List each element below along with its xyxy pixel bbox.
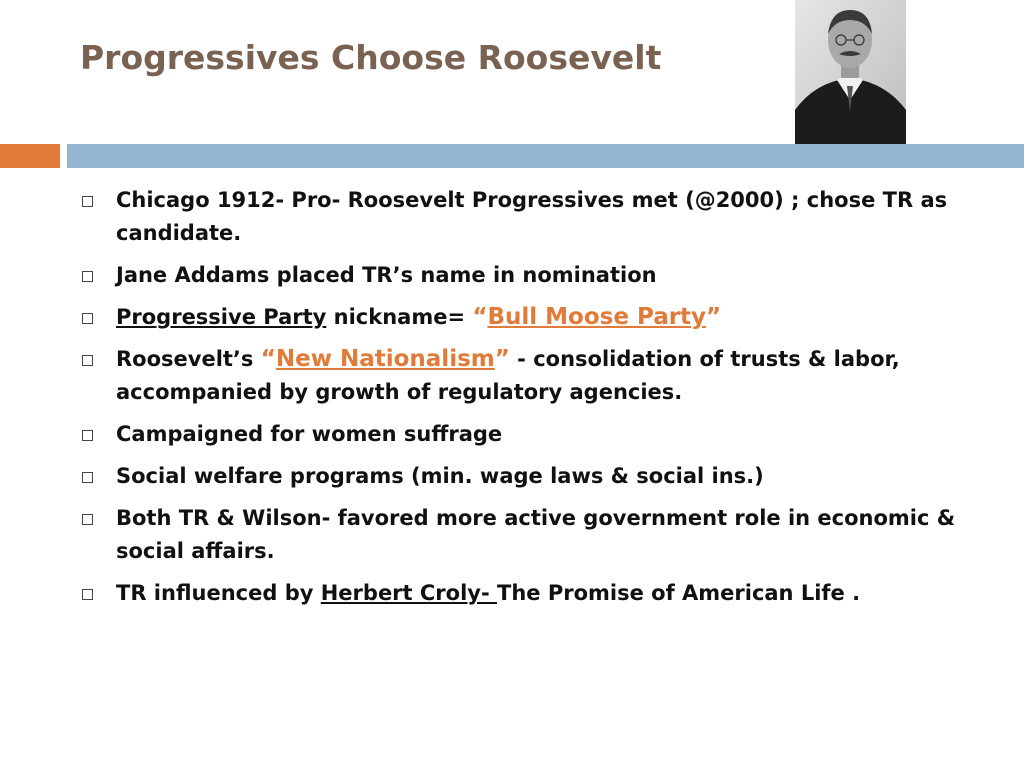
bullet-text: Campaigned for women suffrage [116, 422, 503, 446]
quote-open: “ [472, 304, 488, 330]
quote-close: ” [494, 346, 510, 372]
bullet-text: The Promise of American Life . [497, 581, 861, 605]
square-bullet-icon [82, 514, 93, 525]
square-bullet-icon [82, 472, 93, 483]
square-bullet-icon [82, 430, 93, 441]
progressive-party-text: Progressive Party [116, 305, 327, 329]
square-bullet-icon [82, 355, 93, 366]
new-nationalism-link[interactable]: New Nationalism [275, 346, 495, 372]
bullet-text: Both TR & Wilson- favored more active government role in economic & social affairs. [116, 506, 956, 563]
accent-bar-blue [67, 144, 1024, 168]
bullet-text: nickname= [326, 305, 473, 329]
quote-open: “ [260, 346, 276, 372]
square-bullet-icon [82, 271, 93, 282]
bullet-text: - consolidation of trusts & labor, accompanied by growth of regulatory agencies. [116, 347, 900, 404]
bullet-text: TR influenced by [116, 581, 321, 605]
portrait-photo [795, 0, 906, 146]
bullet-item [80, 460, 980, 493]
bullet-text: Jane Addams placed TR’s name in nomination [116, 263, 657, 287]
bullet-item [80, 259, 980, 292]
bullet-item [80, 301, 980, 334]
square-bullet-icon [82, 196, 93, 207]
bullet-item [80, 343, 980, 409]
quote-close: ” [706, 304, 722, 330]
bullet-text: Social welfare programs (min. wage laws & social ins.) [116, 464, 764, 488]
bullet-item [80, 577, 980, 610]
bullet-item [80, 184, 980, 250]
bullet-item [80, 502, 980, 568]
bullet-item [80, 418, 980, 451]
bullet-text: Chicago 1912- Pro- Roosevelt Progressives met (@2000) ; chose TR as candidate. [116, 188, 948, 245]
bull-moose-party-link[interactable]: Bull Moose Party [487, 304, 707, 330]
herbert-croly-text: Herbert Croly- [320, 581, 497, 605]
square-bullet-icon [82, 313, 93, 324]
accent-bar-orange [0, 144, 60, 168]
bullet-text: Roosevelt’s [116, 347, 261, 371]
bullet-list [80, 184, 980, 619]
square-bullet-icon [82, 589, 93, 600]
slide-title: Progressives Choose Roosevelt [80, 38, 662, 77]
